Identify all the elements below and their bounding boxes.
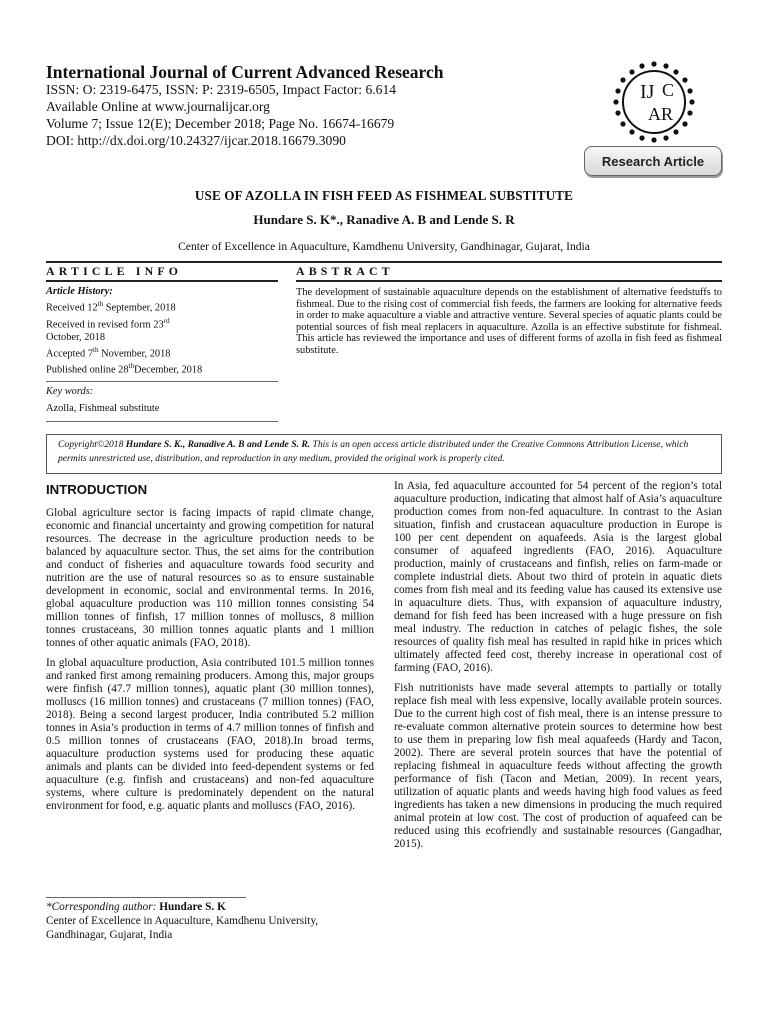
history-label: Article History: [46,286,113,297]
journal-doi: DOI: http://dx.doi.org/10.24327/ijcar.2018.16679.3090 [46,133,346,148]
corresponding-affil-1: Center of Excellence in Aquaculture, Kamdhenu University, [46,915,319,927]
intro-paragraph-4: Fish nutritionists have made several attempts to partially or totally replace fish meal with less expensive, locally available protein sources. Due to the current high cost of fish meal, there is an intense pressure to re-evaluate common alternative protein sources to determine how best to use them in preparing low fish meal aquafeeds (Hardy and Tacon, 2002). There are several protein sources that have the potential of replacing fishmeal in aquaculture feeds without affecting the growth performance of fish (Tacon and Metian, 2009). In recent years, utilization of aquatic plants and weeds having high food values as feed ingredients has taken a new dimensions in producing the much required animal protein at low cost. The cost of production of aquafeed can be reduced using this ecofriendly and sustainable resources (Gangadhar, 2015). [394,682,722,850]
journal-name: International Journal of Current Advanced Research [46,62,444,82]
paper-title: USE OF AZOLLA IN FISH FEED AS FISHMEAL SUBSTITUTE [194,188,574,203]
article-history [46,286,278,377]
paper-authors: Hundare S. K*., Ranadive A. B and Lende S. R [253,212,515,227]
intro-paragraph-1: Global agriculture sector is facing impacts of rapid climate change, economic and financial uncertainty and growing competition for natural resources. The decrease in the agriculture production needs to be balanced by aquaculture sector. Thus, the set aims for the contribution and conduct of fisheries and aquaculture towards food security and nutrition are the use of natural resources so as to ensure sustainable development in economic, social and environmental terms. In 2016, global aquaculture production was 110 million tonnes consisting 54 million tonnes of finfish, 17 million tonnes of molluscs, 8 million tonnes crustaceans, 30 million tonnes aquatic plants and 1 million tonnes of other aquatic animals (FAO, 2018). [46,507,374,649]
footnote-rule [46,897,246,898]
history-received: Received 12th September, 2018 [46,300,176,314]
abstract-rule [296,280,722,282]
corresponding-author [46,900,376,942]
section-top-rule [46,261,722,263]
logo-text-c: C [662,80,675,100]
abstract-heading: ABSTRACT [296,264,394,278]
history-revised-month: October, 2018 [46,331,106,343]
corresponding-author-line: *Corresponding author: Hundare S. K [46,901,226,913]
corresponding-affil-2: Gandhinagar, Gujarat, India [46,929,173,941]
intro-paragraph-3: In Asia, fed aquaculture accounted for 54 percent of the region’s total aquaculture production, indicating that almost half of Asia’s aquaculture production comes from non-fed aquaculture. In contrast to the Asian situation, finfish and crustacean aquaculture production in Europe is 100 per cent dependent on aquafeeds. Asia is the largest global consumer of aquafeed ingredients (FAO, 2016). Aquaculture production, mainly of crustaceans and finfish, relies on farm-made or complete industrial diets. About two third of protein in aquatic diets comes from fish meal and its feeding value has caused its extensive use in aquaculture diets. Thus, with expansion of aquaculture industry, demand for fish feed has been increased with a huge pressure on fish meal industry. The reduction in catches of pelagic fishes, the sole resources of quality fish meal has resulted in rapid hike in prices which ultimately affected feed cost, thereby increase in operational cost of farming (FAO, 2016). [394,480,722,674]
history-published: Published online 28thDecember, 2018 [46,362,203,376]
logo-text-ar: AR [648,104,674,124]
history-revised: Received in revised form 23rd [46,316,170,331]
keywords-bottom-rule [46,421,278,422]
journal-volume: Volume 7; Issue 12(E); December 2018; Page No. 16674-16679 [46,116,395,131]
research-article-badge: Research Article [584,146,722,176]
article-info-heading: ARTICLE INFO [46,264,183,278]
introduction-heading: INTRODUCTION [46,482,148,497]
right-column [394,480,722,858]
abstract-text: The development of sustainable aquaculture depends on the establishment of alternative feedstuffs to fishmeal. Due to the rising cost of commercial fish feeds, the farmers are looking for alternative feeds in order to make aquaculture a viable and attractive venture. Several species of aquatic plants could be potential sources of fish meal replacers in aquaculture. Azolla is an effective substitute for fishmeal. This article has reviewed the importance and uses of different forms of azolla in fish feed as fishmeal substitute. [296,287,722,356]
article-info-rule [46,280,278,282]
journal-logo [610,58,698,146]
intro-paragraph-2: In global aquaculture production, Asia contributed 101.5 million tonnes and ranked first among remaining producers. Among this, major groups were finfish (47.7 million tonnes), aquatic plant (30 million tonnes), molluscs (16 million tonnes) and crustaceans (7 million tonnes) (FAO, 2018). Being a second largest producer, India contributed 5.2 million tonnes in Asia’s production in terms of 4.7 million tonnes of finfish and 0.5 million tonnes of crustaceans (FAO, 2018).In broad terms, aquaculture production systems used for producing these aquatic animals and plants can be divided into feed-dependent systems or fed aquaculture (e.g. finfish and crustaceans) and non-fed aquaculture systems, where culture is predominately dependent on the natural environment for food, e.g. aquatic plants and molluscs (FAO, 2016). [46,657,374,812]
keywords-label: Key words: [46,386,94,397]
history-accepted: Accepted 7th November, 2018 [46,345,171,360]
journal-online: Available Online at www.journalijcar.org [46,99,270,114]
logo-text-ij: IJ [640,81,655,103]
left-column [46,507,374,820]
paper-affiliation: Center of Excellence in Aquaculture, Kamdhenu University, Gandhinagar, Gujarat, India [178,240,590,253]
keywords-value: Azolla, Fishmeal substitute [46,403,160,414]
keywords-rule [46,381,278,382]
copyright-text: Copyright©2018 Hundare S. K., Ranadive A. B and Lende S. R. This is an open access article distributed under the Creative Commons Attribution License, which permits unrestricted use, distribution, and reproduction in any medium, provided the original work is properly cited. [58,439,689,464]
journal-issn: ISSN: O: 2319-6475, ISSN: P: 2319-6505, Impact Factor: 6.614 [46,82,397,97]
